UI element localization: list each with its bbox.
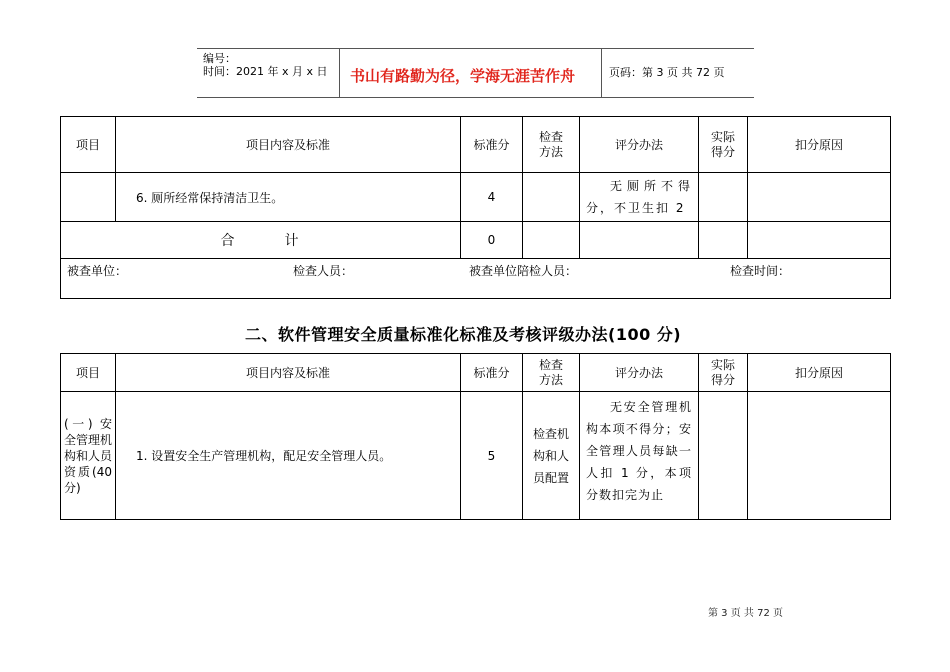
col-header-actual-score-text: 实际得分: [710, 129, 735, 159]
col-header-scoring-method: 评分办法: [580, 117, 699, 173]
header-divider-left: [339, 48, 340, 97]
col-header-content: 项目内容及标准: [116, 117, 461, 173]
total-check-cell: [523, 222, 580, 259]
t2-row1-check: 检查机构和人员配置: [532, 426, 569, 485]
t2-row1-score: 5: [461, 392, 523, 520]
col-header-check-method: [523, 117, 580, 173]
header-top-rule: [197, 48, 754, 49]
header-page-label: 页码：第 3 页 共 72 页: [609, 66, 725, 79]
inspector-label: 检查人员：: [293, 264, 354, 278]
row1-score: 4: [461, 173, 523, 222]
signature-row: [61, 259, 891, 299]
col-header-actual-score: [699, 117, 748, 173]
header-divider-right: [601, 48, 602, 97]
t2-row1-item-cell: [61, 392, 116, 520]
t2-col-header-check-method: [523, 354, 580, 392]
row1-item-cell: [61, 173, 116, 222]
total-reason-cell: [748, 222, 891, 259]
col-header-deduction-reason: 扣分原因: [748, 117, 891, 173]
col-header-item: 项目: [61, 117, 116, 173]
row1-method-cell: [580, 173, 699, 222]
row1-reason-cell: [748, 173, 891, 222]
inspection-table-1: [60, 116, 891, 299]
t2-col-header-actual-score: [699, 354, 748, 392]
t2-col-header-standard-score: 标准分: [461, 354, 523, 392]
t2-row1-reason-cell: [748, 392, 891, 520]
row1-method: 无厕所不得分，不卫生扣 2: [586, 179, 692, 215]
escort-label: 被查单位陪检人员：: [469, 264, 578, 278]
document-number-label: 编号：: [203, 52, 236, 65]
inspected-unit-label: 被查单位：: [67, 264, 128, 278]
t2-row1-actual-cell: [699, 392, 748, 520]
t2-col-header-check-method-text: 检查方法: [538, 357, 563, 387]
total-method-cell: [580, 222, 699, 259]
t2-row1-method: 无安全管理机构本项不得分；安全管理人员每缺一人扣 1 分，本项分数扣完为止: [586, 400, 692, 502]
t2-row1-content-cell: [116, 392, 461, 520]
inspection-time-label: 检查时间：: [730, 264, 791, 278]
t2-row1-method-cell: [580, 392, 699, 520]
total-label: 合 计: [61, 222, 461, 259]
col-header-standard-score: 标准分: [461, 117, 523, 173]
document-time-label: 时间：2021 年 x 月 x 日: [203, 65, 328, 78]
section-title: 二、软件管理安全质量标准化标准及考核评级办法(100 分): [245, 325, 682, 344]
header-bottom-rule: [197, 97, 754, 98]
t2-col-header-item: 项目: [61, 354, 116, 392]
header-motto: 书山有路勤为径，学海无涯苦作舟: [350, 67, 576, 85]
row1-check-cell: [523, 173, 580, 222]
row1-actual-cell: [699, 173, 748, 222]
t2-col-header-content: 项目内容及标准: [116, 354, 461, 392]
row1-content: 6. 厕所经常保持清洁卫生。: [136, 190, 284, 205]
t2-col-header-deduction-reason: 扣分原因: [748, 354, 891, 392]
t2-row1-check-cell: [523, 392, 580, 520]
t2-col-header-actual-score-text: 实际得分: [710, 357, 735, 387]
page-footer: 第 3 页 共 72 页: [708, 608, 783, 619]
t2-row1-item: (一) 安全管理机构和人员资质(40 分): [64, 416, 113, 495]
t2-row1-content: 1. 设置安全生产管理机构，配足安全管理人员。: [136, 449, 392, 463]
row1-content-cell: [116, 173, 461, 222]
total-actual-cell: [699, 222, 748, 259]
col-header-check-method-text: 检查方法: [538, 129, 563, 159]
t2-col-header-scoring-method: 评分办法: [580, 354, 699, 392]
inspection-table-2: [60, 353, 891, 520]
total-score: 0: [461, 222, 523, 259]
